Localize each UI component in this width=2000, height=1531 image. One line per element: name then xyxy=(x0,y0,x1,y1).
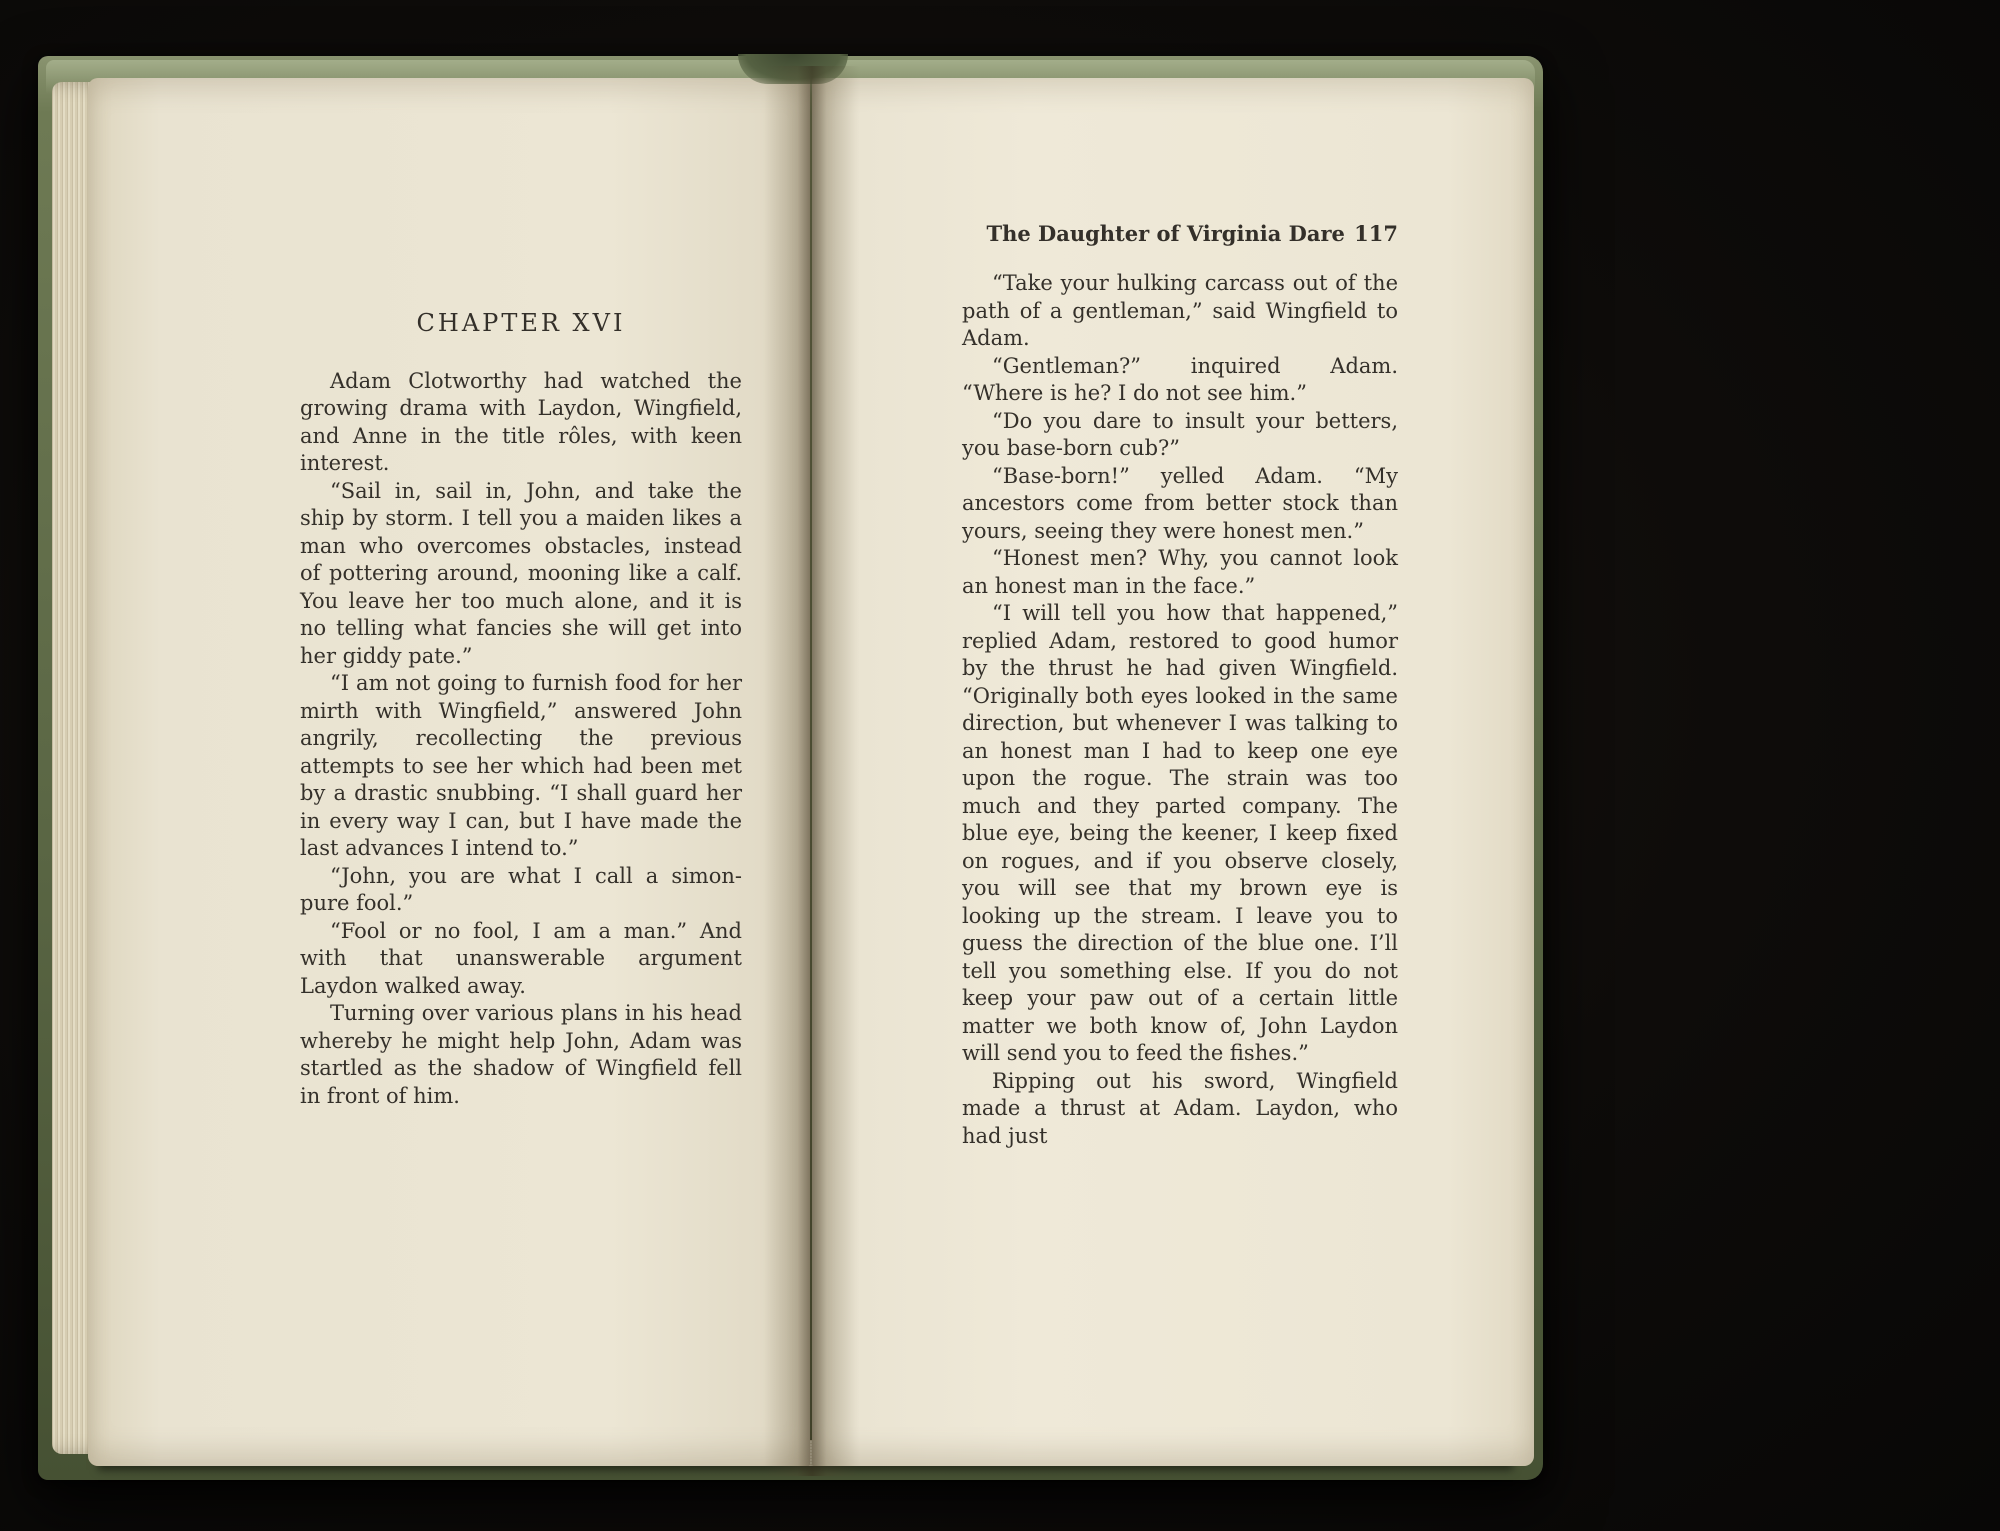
left-page xyxy=(88,78,810,1466)
paragraph: “Sail in, sail in, John, and take the ship by storm. I tell you a maiden likes a man who overcomes obstacles, instead of pottering around, mooning like a calf. You leave her too much alone, and it is no telling what fancies she will get into her giddy pate.” xyxy=(300,478,742,668)
paragraph: Turning over various plans in his head whereby he might help John, Adam was startled as the shadow of Wingfield fell in front of him. xyxy=(300,1001,742,1108)
paragraph: “Honest men? Why, you cannot look an honest man in the face.” xyxy=(962,546,1398,598)
paragraph: “Fool or no fool, I am a man.” And with that unanswerable argument Laydon walked away. xyxy=(300,918,742,998)
right-page xyxy=(812,78,1534,1466)
paragraph: Adam Clotworthy had watched the growing drama with Laydon, Wingfield, and Anne in the title rôles, with keen interest. xyxy=(300,368,742,475)
page-number: 117 xyxy=(1354,221,1398,246)
spine-top-notch xyxy=(738,54,848,84)
paragraph: “I will tell you how that happened,” replied Adam, restored to good humor by the thrust he had given Wingfield. “Originally both eyes looked in the same direction, but whenever I was talking to an honest man I had to keep one eye upon the rogue. The strain was too much and they parted company. The blue eye, being the keener, I keep fixed on rogues, and if you observe closely, you will see that my brown eye is looking up the stream. I leave you to guess the direction of the blue one. I’ll tell you something else. If you do not keep your paw out of a certain little matter we both know of, John Laydon will send you to feed the fishes.” xyxy=(962,601,1398,1065)
open-book xyxy=(38,56,1543,1480)
right-page-textblock xyxy=(962,220,1398,1150)
paragraph: “Do you dare to insult your betters, you base-born cub?” xyxy=(962,408,1398,460)
left-page-textblock xyxy=(300,310,742,1110)
chapter-heading: CHAPTER XVI xyxy=(416,309,626,337)
paragraph: “John, you are what I call a simon-pure fool.” xyxy=(300,863,742,915)
running-header xyxy=(962,220,1398,248)
running-header-title: The Daughter of Virginia Dare xyxy=(986,221,1345,246)
paragraph: “Gentleman?” inquired Adam. “Where is he? I do not see him.” xyxy=(962,353,1398,405)
paragraph: “Base-born!” yelled Adam. “My ancestors come from better stock than yours, seeing they were honest men.” xyxy=(962,463,1398,543)
paragraph: “Take your hulking carcass out of the path of a gentleman,” said Wingfield to Adam. xyxy=(962,271,1398,350)
paragraph: “I am not going to furnish food for her mirth with Wingfield,” answered John angrily, recollecting the previous attempts to see her which had been met by a drastic snubbing. “I shall guard her in every way I can, but I have made the last advances I intend to.” xyxy=(300,671,742,860)
paragraph: Ripping out his sword, Wingfield made a thrust at Adam. Laydon, who had just xyxy=(962,1068,1398,1148)
